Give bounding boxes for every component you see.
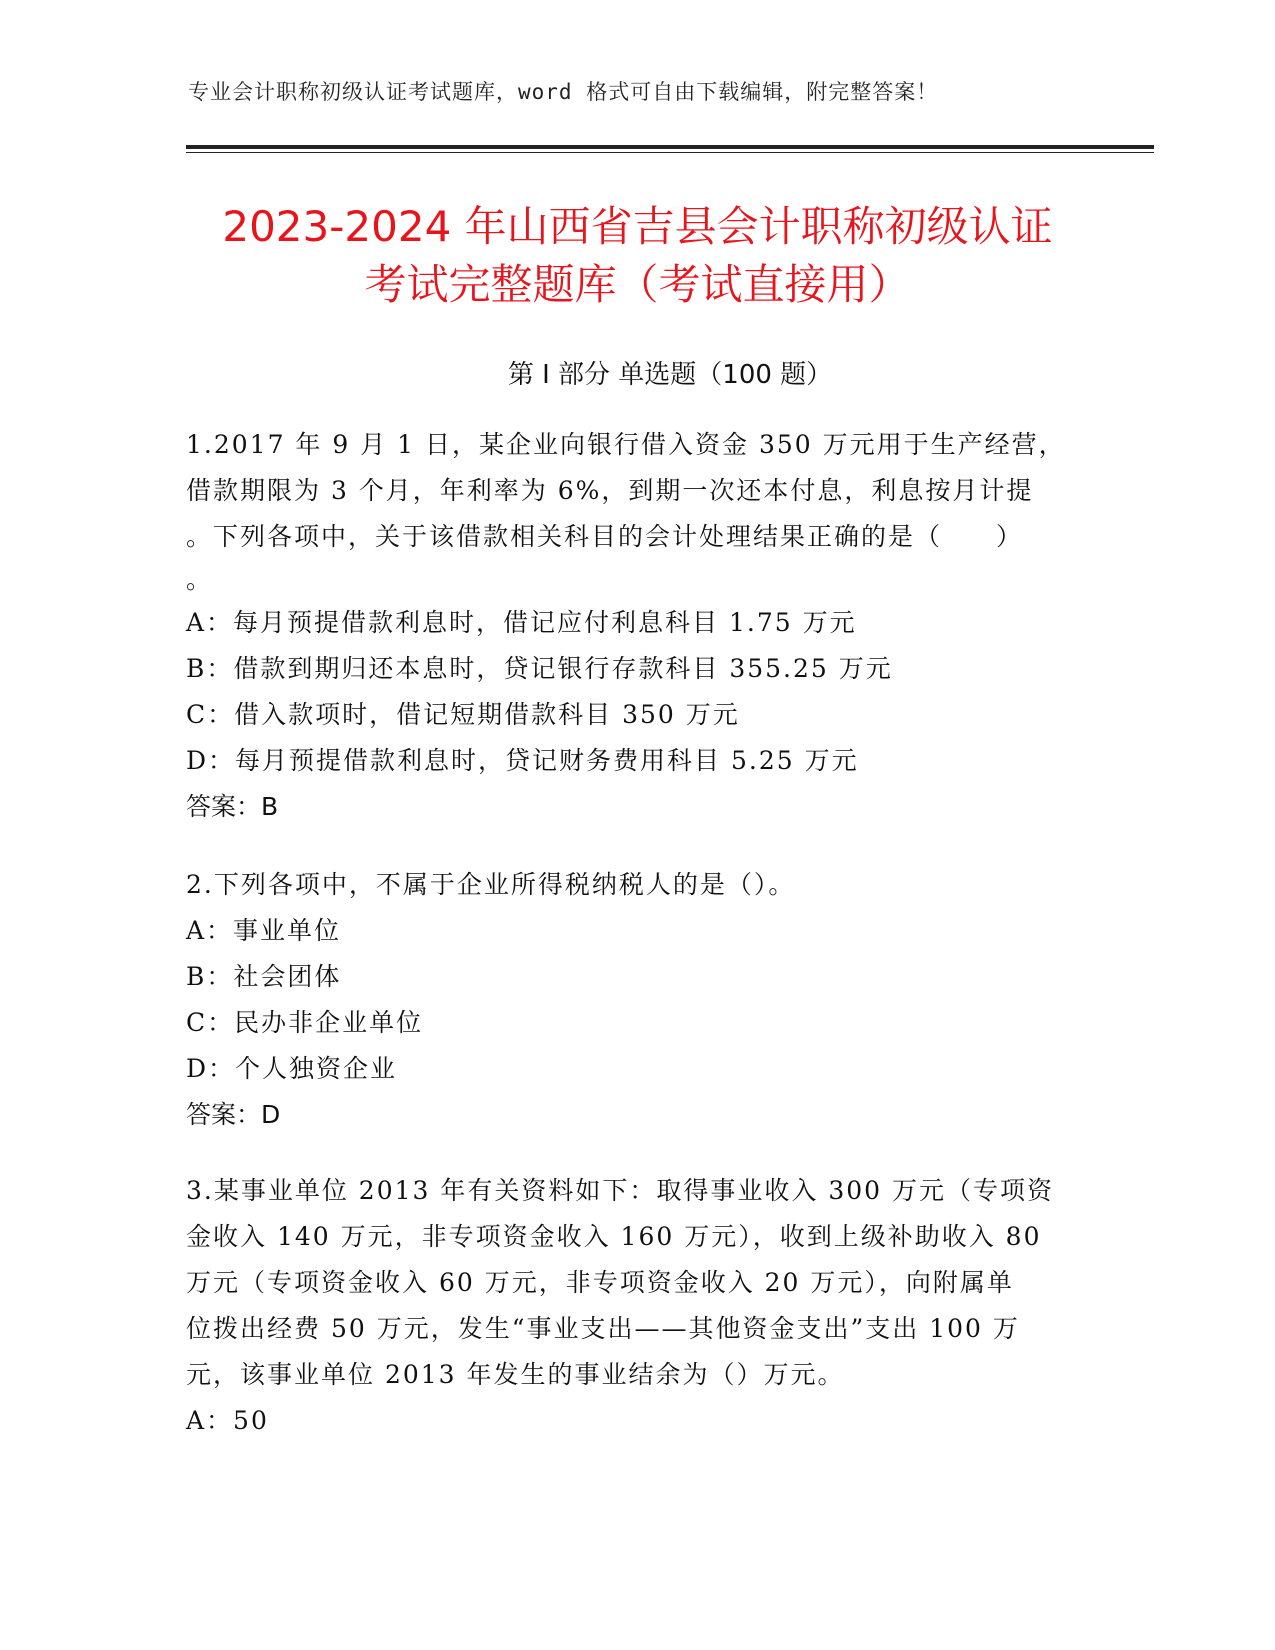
document-title-line-1: 2023-2024 年山西省吉县会计职称初级认证 xyxy=(222,202,1053,251)
option-c: C：民办非企业单位 xyxy=(186,1008,424,1037)
question-stem-line: 1.2017 年 9 月 1 日，某企业向银行借入资金 350 万元用于生产经营， xyxy=(186,430,1066,459)
question-stem-line: 万元（专项资金收入 60 万元，非专项资金收入 20 万元），向附属单 xyxy=(186,1268,1014,1297)
question-1 xyxy=(186,422,1066,830)
option-b: B：借款到期归还本息时，贷记银行存款科目 355.25 万元 xyxy=(186,654,893,683)
document-title xyxy=(120,198,1155,314)
header-rule-thin xyxy=(186,152,1154,153)
option-a: A：事业单位 xyxy=(186,916,342,945)
question-stem-line: 2.下列各项中，不属于企业所得税纳税人的是（）。 xyxy=(186,870,796,899)
question-stem-line: 。下列各项中，关于该借款相关科目的会计处理结果正确的是（ ） xyxy=(186,522,1024,551)
question-3 xyxy=(186,1168,1066,1444)
header-rule-thick xyxy=(186,145,1154,149)
answer-label: 答案：B xyxy=(186,792,279,821)
option-a: A：每月预提借款利息时，借记应付利息科目 1.75 万元 xyxy=(186,608,857,637)
option-c: C：借入款项时，借记短期借款科目 350 万元 xyxy=(186,700,740,729)
question-stem-line: 借款期限为 3 个月，年利率为 6%，到期一次还本付息，利息按月计提 xyxy=(186,476,1034,505)
section-heading: 第 I 部分 单选题（100 题） xyxy=(507,360,833,390)
header-note: 专业会计职称初级认证考试题库，word 格式可自由下载编辑，附完整答案！ xyxy=(188,80,939,104)
question-stem-line: 位拨出经费 50 万元，发生“事业支出——其他资金支出”支出 100 万 xyxy=(186,1314,1020,1343)
option-d: D：每月预提借款利息时，贷记财务费用科目 5.25 万元 xyxy=(186,746,859,775)
option-d: D：个人独资企业 xyxy=(186,1054,398,1083)
answer-label: 答案：D xyxy=(186,1100,281,1129)
question-stem-line: 3.某事业单位 2013 年有关资料如下：取得事业收入 300 万元（专项资 xyxy=(186,1176,1054,1205)
question-2 xyxy=(186,862,1066,1138)
question-stem-line: 金收入 140 万元，非专项资金收入 160 万元），收到上级补助收入 80 xyxy=(186,1222,1042,1251)
question-stem-line: 。 xyxy=(186,565,214,594)
question-stem-line: 元，该事业单位 2013 年发生的事业结余为（）万元。 xyxy=(186,1360,845,1389)
document-title-line-2: 考试完整题库（考试直接用） xyxy=(364,260,911,309)
option-b: B：社会团体 xyxy=(186,962,342,991)
option-a: A：50 xyxy=(186,1406,269,1435)
